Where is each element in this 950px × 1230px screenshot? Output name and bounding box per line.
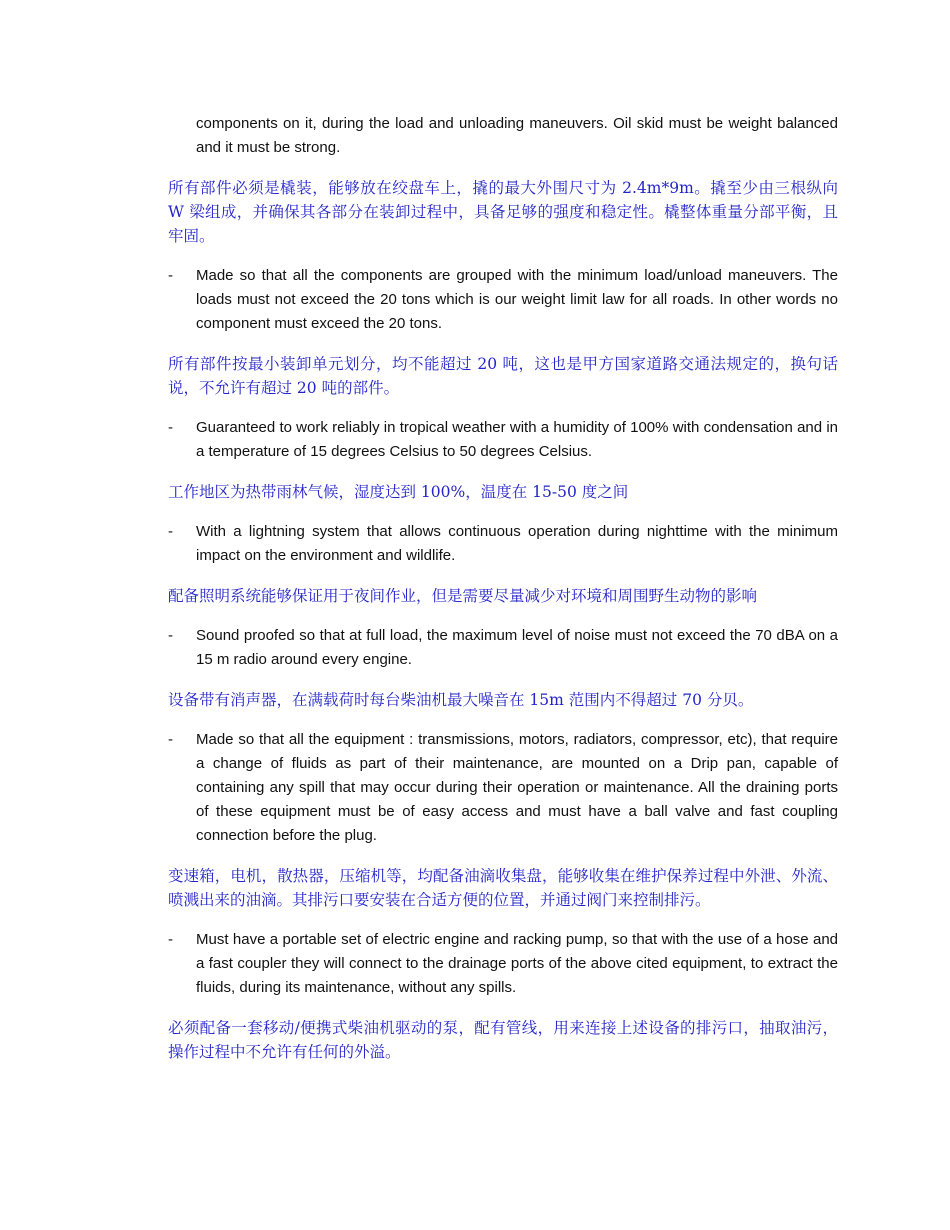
- requirement-text: Guaranteed to work reliably in tropical weather with a humidity of 100% with condensation and in a temperature of 15 degrees Celsius to 50 degrees Celsius.: [196, 419, 838, 460]
- list-item: [168, 264, 838, 336]
- chinese-translation-paragraph: 配备照明系统能够保证用于夜间作业，但是需要尽量减少对环境和周围野生动物的影响: [168, 587, 758, 605]
- bullet-dash: -: [168, 731, 173, 748]
- chinese-translation-paragraph: 工作地区为热带雨林气候，湿度达到 100%，温度在 15-50 度之间: [168, 483, 629, 501]
- chinese-translation-paragraph: 所有部件按最小装卸单元划分，均不能超过 20 吨，这也是甲方国家道路交通法规定的，换句话说，不允许有超过 20 吨的部件。: [168, 355, 838, 397]
- bullet-dash: -: [168, 419, 173, 436]
- chinese-translation-paragraph: 变速箱，电机，散热器，压缩机等，均配备油滴收集盘，能够收集在维护保养过程中外泄、外流、喷溅出来的油滴。其排污口要安装在合适方便的位置，并通过阀门来控制排污。: [168, 867, 838, 909]
- list-item: [168, 624, 838, 672]
- bullet-dash: -: [168, 267, 173, 284]
- requirement-text: Made so that all the equipment : transmissions, motors, radiators, compressor, etc), that require a change of fluids as part of their maintenance, are mounted on a Drip pan, capable of containing any spill that may occur during their operation or maintenance. All the draining ports of these equipment must be of easy access and must have a ball valve and fast coupling connection before the plug.: [196, 731, 838, 844]
- list-item: [168, 928, 838, 1000]
- bullet-dash: -: [168, 523, 173, 540]
- list-item: [168, 520, 838, 568]
- chinese-translation-paragraph: 必须配备一套移动/便携式柴油机驱动的泵，配有管线，用来连接上述设备的排污口，抽取油污，操作过程中不允许有任何的外溢。: [168, 1019, 838, 1061]
- document-body: [168, 112, 838, 1064]
- requirement-text: Made so that all the components are grouped with the minimum load/unload maneuvers. The loads must not exceed the 20 tons which is our weight limit law for all roads. In other words no component must exceed the 20 tons.: [196, 267, 838, 332]
- chinese-translation-paragraph: 所有部件必须是橇装，能够放在绞盘车上，撬的最大外围尺寸为 2.4m*9m。撬至少由三根纵向 W 梁组成，并确保其各部分在装卸过程中，具备足够的强度和稳定性。橇整体重量分部平衡，且牢固。: [168, 179, 838, 245]
- requirement-text: Sound proofed so that at full load, the maximum level of noise must not exceed the 70 dBA on a 15 m radio around every engine.: [196, 627, 838, 668]
- bullet-dash: -: [168, 627, 173, 644]
- bullet-dash: -: [168, 931, 173, 948]
- continuation-paragraph: components on it, during the load and unloading maneuvers. Oil skid must be weight balanced and it must be strong.: [196, 115, 838, 156]
- requirement-text: Must have a portable set of electric engine and racking pump, so that with the use of a hose and a fast coupler they will connect to the drainage ports of the above cited equipment, to extract the fluids, during its maintenance, without any spills.: [196, 931, 838, 996]
- list-item: [168, 416, 838, 464]
- chinese-translation-paragraph: 设备带有消声器，在满载荷时每台柴油机最大噪音在 15m 范围内不得超过 70 分贝。: [168, 691, 754, 709]
- list-item: [168, 728, 838, 848]
- requirement-text: With a lightning system that allows continuous operation during nighttime with the minimum impact on the environment and wildlife.: [196, 523, 838, 564]
